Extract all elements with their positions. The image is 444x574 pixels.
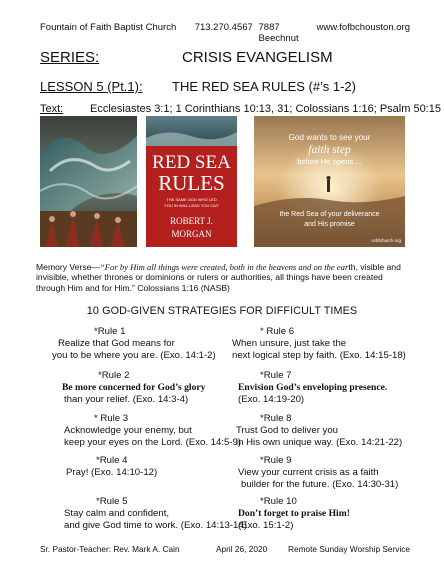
rule-text: in His own unique way. (Exo. 14:21-22) — [236, 437, 403, 448]
rule-text: Be more concerned for God’s glory — [62, 382, 206, 393]
strategies-title: 10 GOD-GIVEN STRATEGIES FOR DIFFICULT TIMES — [86, 305, 358, 317]
service-type: Remote Sunday Worship Service — [288, 544, 411, 554]
rule-heading: *Rule 1 — [94, 326, 126, 337]
red-sea-rules-book-cover — [146, 116, 237, 247]
rule-text: Acknowledge your enemy, but — [64, 425, 192, 436]
book-author-line1: ROBERT J. — [170, 216, 213, 226]
book-title-line2: RULES — [158, 171, 225, 195]
rule-text: Realize that God means for — [58, 338, 175, 349]
red-sea-painting-image — [40, 116, 137, 247]
rule-text — [238, 382, 387, 394]
lesson-title: THE RED SEA RULES (#’s 1-2) — [172, 79, 356, 94]
memory-verse-label: Memory Verse— — [36, 262, 100, 272]
rule-text: and give God time to work. (Exo. 14:13-14) — [64, 520, 247, 531]
church-phone: 713.270.4567 — [194, 22, 253, 33]
book-tagline-line1: THE SAME GOD WHO LED — [166, 197, 217, 202]
rule-text: Pray! (Exo. 14:10-12) — [66, 467, 158, 478]
rule-text: next logical step by faith. (Exo. 14:15-18) — [232, 350, 406, 361]
text-label: Text: — [40, 103, 64, 115]
rule-text: Stay calm and confident, — [64, 508, 170, 519]
rule-1 — [52, 326, 216, 362]
faith-line1: God wants to see your — [288, 133, 371, 142]
faith-line4: the Red Sea of your deliverance — [279, 211, 380, 218]
rule-text: Don’t forget to praise Him! — [238, 508, 350, 519]
rule-3 — [64, 413, 241, 449]
rule-text: builder for the future. (Exo. 14:30-31) — [241, 479, 399, 490]
rule-text: (Exo. 15:1-2) — [238, 520, 294, 531]
rule-heading: *Rule 5 — [96, 496, 128, 507]
rule-text: Trust God to deliver you — [236, 425, 339, 436]
church-header — [40, 22, 410, 44]
rule-5 — [64, 496, 247, 532]
service-date: April 26, 2020 — [216, 544, 268, 554]
church-address: 7887 Beechnut — [258, 22, 299, 44]
book-author-line2: MORGAN — [171, 229, 212, 239]
faith-credit: ocbfchurch.org — [371, 238, 401, 243]
rule-heading: *Rule 8 — [260, 413, 292, 424]
rule-6 — [232, 326, 406, 362]
rule-heading: *Rule 10 — [260, 496, 297, 507]
lesson-label: LESSON 5 (Pt.1): — [40, 79, 143, 94]
pastor-name: Sr. Pastor-Teacher: Rev. Mark A. Cain — [40, 544, 180, 554]
rule-heading: *Rule 2 — [98, 370, 130, 381]
memory-verse-quote: “For by Him all things were created, both in the heavens and on the ear — [100, 262, 349, 272]
scripture-references: Ecclesiastes 3:1; 1 Corinthians 10:13, 31; Colossians 1:16; Psalm 50:15 — [90, 103, 441, 115]
rule-text: View your current crisis as a faith — [238, 467, 379, 478]
rule-text: keep your eyes on the Lord. (Exo. 14:5-9) — [64, 437, 242, 448]
rule-heading: *Rule 4 — [96, 455, 128, 466]
rule-heading: *Rule 9 — [260, 455, 292, 466]
rule-text: than your relief. (Exo. 14:3-4) — [64, 394, 189, 405]
faith-line5: and His promise — [304, 221, 355, 228]
rule-4 — [66, 455, 157, 479]
rule-2 — [64, 370, 205, 406]
church-website: www.fofbchouston.org — [316, 22, 410, 33]
rule-10 — [238, 496, 350, 532]
rule-text: When unsure, just take the — [232, 338, 347, 349]
rule-heading: * Rule 3 — [94, 413, 129, 424]
memory-verse — [36, 262, 414, 293]
footer — [40, 544, 420, 554]
faith-line2: faith step — [308, 144, 351, 156]
faith-step-image — [254, 116, 405, 247]
rule-heading: * Rule 6 — [260, 326, 295, 337]
faith-line3: before He opens ... — [297, 157, 362, 166]
book-title-line1: RED SEA — [152, 152, 231, 173]
rule-heading: *Rule 7 — [260, 370, 292, 381]
rule-7 — [238, 370, 387, 406]
rule-text-emphasis: Envision God’s enveloping presence. — [238, 382, 388, 393]
book-tagline-line2: YOU IN WILL LEAD YOU OUT — [164, 203, 219, 208]
rule-9 — [238, 455, 398, 491]
church-name: Fountain of Faith Baptist Church — [40, 22, 177, 33]
rule-text: you to be where you are. (Exo. 14:1-2) — [52, 350, 216, 361]
memory-verse-rest: th, visible and invisible, whether thrones or dominions or rulers or authorities, all things have been created through Him and for Him.” Colossians 1:16 (NASB) — [36, 262, 401, 293]
rule-text: (Exo. 14:19-20) — [238, 394, 305, 405]
series-title: CRISIS EVANGELISM — [182, 49, 333, 66]
series-label: SERIES: — [40, 49, 100, 66]
rule-8 — [236, 413, 402, 449]
